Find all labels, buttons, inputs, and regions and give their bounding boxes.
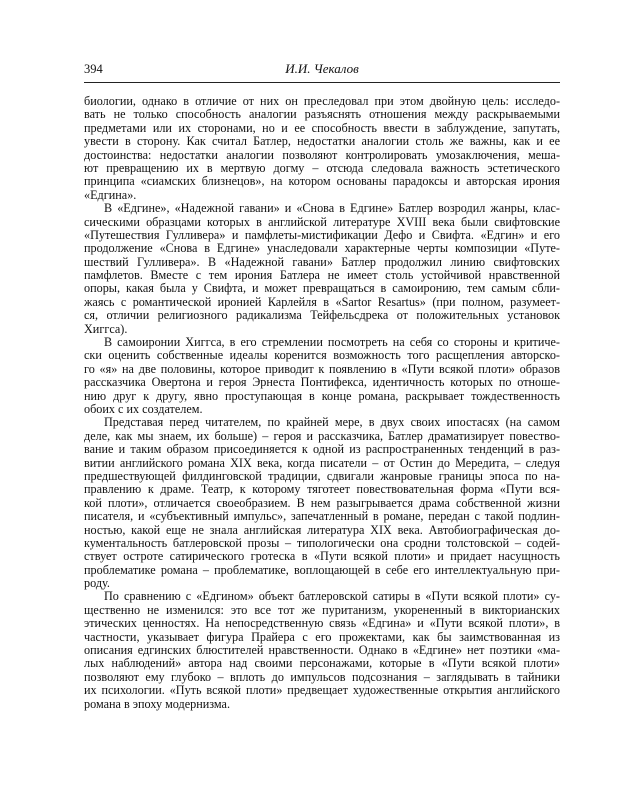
text-line: сическими образцами которых в английской литературе XVIII века были свифтовские <box>84 214 560 229</box>
text-line: этических ценностях. На непосредственную связь «Едгина» и «Пути всякой плоти», в <box>84 616 560 631</box>
text-line: опоры, какая была у Свифта, и может превращаться в самоиронию, тем самым сбли- <box>84 281 560 296</box>
text-line: писателя, и «субъективный импульс», запечатленный в романе, передан с такой подлин- <box>84 509 560 524</box>
text-line: витии английского романа XIX века, когда писатели – от Остин до Мередита, – следуя <box>84 455 560 470</box>
text-line: их психологии. «Путь всякой плоти» предвещает художественные открытия английского <box>84 683 560 698</box>
text-line: продолжение «Снова в Едгине» унаследовали характерные черты композиции «Путе- <box>84 241 560 256</box>
body-text <box>84 95 560 711</box>
text-line: увести в сторону. Как считал Батлер, недостатки аналогии столь же важны, как и ее <box>84 134 560 149</box>
text-line: жаясь с романтической иронией Карлейля в «Sartor Resartus» (при полном, разумеет- <box>84 294 560 309</box>
text-line: ски оценить собственные идеалы коренится возможность того расщепления авторско- <box>84 348 560 363</box>
text-line: ностью, какой еще не знала английская литература XIX века. Автобиографическая до- <box>84 522 560 537</box>
text-line: лых наблюдений» автора над своими персонажами, которые в «Пути всякой плоти» <box>84 656 560 671</box>
text-line: ся, отличии религиозного радикализма Тейфельсдрека от положительных установок <box>84 308 560 323</box>
text-line: кой плоти», отличается своеобразием. В нем разыгрывается драма собственной жизни <box>84 495 560 510</box>
text-line: ют превращению их в мертвую догму – отсюда следовала важность эстетического <box>84 160 560 175</box>
paragraph <box>84 336 560 416</box>
text-line: В «Едгине», «Надежной гавани» и «Снова в Едгине» Батлер возродил жанры, клас- <box>104 201 560 216</box>
text-line: По сравнению с «Едгином» объект батлеровской сатиры в «Пути всякой плоти» су- <box>104 589 560 604</box>
text-line: проблематике романа – проблематике, воплощающей в себе его интеллектуальную при- <box>84 562 560 577</box>
text-line: щественно не изменился: это все тот же пуританизм, укорененный в викторианских <box>84 602 560 617</box>
running-header <box>84 58 560 83</box>
page-number: 394 <box>84 62 103 76</box>
text-line: предметами или их сторонами, но и ее способность ввести в заблуждение, запутать, <box>84 120 560 135</box>
text-line: памфлетов. Вместе с тем ирония Батлера не имеет столь устойчивой нравственной <box>84 268 560 283</box>
paragraph <box>84 202 560 336</box>
paragraph <box>84 590 560 711</box>
text-line: описания едгинских блюстителей нравственности. Однако в «Едгине» нет поэтики «ма- <box>84 643 560 658</box>
text-line: «Путешествия Гулливера» и памфлеты-мистификации Дефо и Свифта. «Едгин» и его <box>84 227 560 242</box>
text-line: достоинства: недостатки аналогии позволяют контролировать умозаключения, меша- <box>84 147 560 162</box>
text-line: Хиггса). <box>84 321 128 336</box>
text-line: предшествующей филдинговской традиции, сдвигали жанровые границы эпоса по на- <box>84 468 560 483</box>
text-line: кументальность батлеровской прозы – типологически она сродни толстовской – содей- <box>84 535 560 550</box>
paragraph <box>84 95 560 202</box>
running-header-author: И.И. Чекалов <box>285 61 359 76</box>
text-line: биологии, однако в отличие от них он преследовал при этом двойную цель: исследо- <box>84 94 560 108</box>
text-line: го «я» на две половины, которое приводит к появлению в «Пути всякой плоти» образов <box>84 361 560 376</box>
text-line: позволяют ему глубоко – вплоть до импульсов подсознания – заглядывать в тайники <box>84 669 560 684</box>
text-line: романа в эпоху модернизма. <box>84 696 231 711</box>
text-line: «Едгина». <box>84 187 137 202</box>
text-line: рассказчика Овертона и героя Эрнеста Понтифекса, идентичность которых по отноше- <box>84 375 560 390</box>
text-line: Представая перед читателем, по крайней мере, в двух своих ипостасях (на самом <box>104 415 560 430</box>
text-line: нию друг к другу, явно проступающая в конце романа, раскрывает тождественность <box>84 388 560 403</box>
text-line: вание и таким образом присоединяется к одной из распространенных тенденций в раз- <box>84 442 560 457</box>
text-line: обоих с их создателем. <box>84 401 203 416</box>
text-line: правлению к драме. Театр, к которому тяготеет повествовательная форма «Пути вся- <box>84 482 560 497</box>
text-line: В самоиронии Хиггса, в его стремлении посмотреть на себя со стороны и критиче- <box>104 335 560 350</box>
text-line: вать не только способность аналогии разъяснять отношения между раскрываемыми <box>84 107 560 122</box>
text-line: принципа «сиамских близнецов», на котором основаны парадоксы и авторская ирония <box>84 174 560 189</box>
text-line: частности, указывает фигура Прайера с его прожектами, как бы заимствованная из <box>84 629 560 644</box>
text-line: шествий Гулливера». В «Надежной гавани» Батлер продолжил линию свифтовских <box>84 254 560 269</box>
text-line: роду. <box>84 576 110 591</box>
paragraph <box>84 416 560 590</box>
text-line: деле, как мы знаем, их больше) – героя и рассказчика, Батлер драматизирует повество- <box>84 428 560 443</box>
text-line: ствует остроте сатирического гротеска в «Пути всякой плоти» и придает насущность <box>84 549 560 564</box>
